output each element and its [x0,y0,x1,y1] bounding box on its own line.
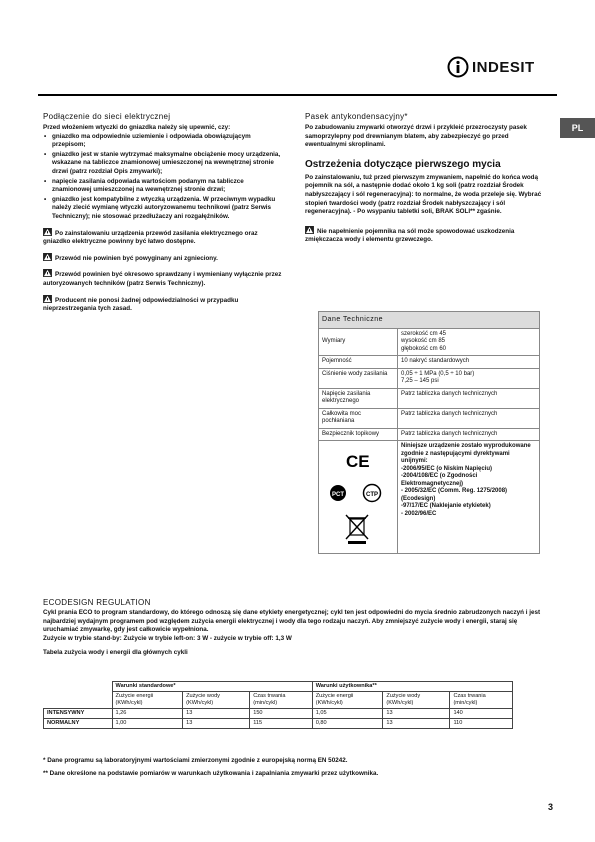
table-row: Bezpiecznik topikowy Patrz tabliczka danych technicznych [319,428,540,441]
conformity-marks [319,441,398,554]
language-tab: PL [560,118,595,138]
svg-text:CE: CE [346,452,370,471]
first-wash-paragraph: Po zainstalowaniu, tuż przed pierwszym zmywaniem, napełnić do końca wodą pojemnik na sól, a następnie dodać około 1 kg soli (patrz rozdział Środek nabłyszczający i sól regeneracyjna): to normalne, że woda przeleje się. Wybrać stopień twardości wody (patrz rozdział Środek nabłyszczający i sól regeneracyjna). - Po wsypaniu tabletki soli, BRAK SOLI** zgaśnie. [305,173,542,216]
salt-warning: Nie napełnienie pojemnika na sól może spowodować uszkodzenia zmiękczacza wody i elementu grzewczego. [305,227,515,244]
column-header: Zużycie energii (KWh/cykl) [312,692,383,709]
ctp-mark-icon [364,485,381,502]
consumption-table-title: Tabela zużycia wody i energii dla głównych cykli [43,649,188,657]
warning-item: Po zainstalowaniu urządzenia przewód zasilania elektrycznego oraz gniazdko elektryczne powinny być łatwo dostępne. [43,229,258,246]
svg-text:CTP: CTP [366,492,378,498]
standby-text: Zużycie w trybie stand-by: Zużycie w trybie left-on: 3 W - zużycie w trybie off: 1,3 W [43,634,292,642]
bullet-item: • gniazdko jest kompatybilne z wtyczką urządzenia. W przeciwnym wypadku należy zlecić wymianę wtyczki autoryzowanemu technikowi (patrz Serwis Techniczny); nie stosować przedłużaczy ani rozgałęźników. [52,196,283,222]
ecodesign-section [43,598,553,658]
warning-item: Przewód nie powinien być powyginany ani zgnieciony. [43,253,283,264]
column-header: Zużycie wody (KWh/cykl) [383,692,450,709]
consumption-table [43,681,513,729]
header-rule [38,94,557,96]
warning-icon [43,253,52,261]
table-row: NORMALNY 1,00 13 115 0,80 13 110 [44,719,513,729]
warning-icon [43,295,52,303]
warning-item: Producent nie ponosi żadnej odpowiedzialności w przypadku nieprzestrzegania tych zasad. [43,296,239,313]
table-row: Ciśnienie wody zasilania 0,05 ÷ 1 MPa (0,5 ÷ 10 bar) 7,25 – 145 psi [319,368,540,388]
warning-icon [43,269,52,277]
bullet-item: • gniazdko ma odpowiednie uziemienie i odpowiada obowiązującym przepisom; [52,133,283,150]
page-number: 3 [547,802,553,812]
brand-logo [447,52,557,82]
column-header: Zużycie wody (KWh/cykl) [183,692,250,709]
brand-logo-icon [447,56,469,78]
left-column [43,112,283,314]
directives-text: Niniejsze urządzenie zostało wyprodukowane zgodnie z następującymi dyrektywami unijnymi: -2006/95/EC (o Niskim Napięciu) -2004/108/EC (o Zgodności Elektromagnetycznej) - 2005/32/EC (Comm. Reg. 1275/2008) (Ecodesign) -97/17/EC (Naklejanie etykietek) - 2002/96/EC [398,441,540,554]
brand-name: INDESIT [472,58,535,76]
pct-mark-icon [330,485,346,501]
electrical-bullets [43,133,283,222]
electrical-heading: Podłączenie do sieci elektrycznej [43,112,171,121]
strip-paragraph: Po zabudowaniu zmywarki otworzyć drzwi i przykleić przezroczysty pasek samoprzylepny pod drewnianym blatem, aby zabezpieczyć go przed ewentualnymi skroplinami. [305,124,527,149]
table-row: Napięcie zasilania elektrycznego Patrz tabliczka danych technicznych [319,388,540,408]
group-user: Warunki użytkownika** [312,682,512,692]
technical-data-table [318,311,540,554]
ce-mark-icon [346,452,370,471]
certification-marks [322,443,394,547]
warning-item: Przewód powinien być okresowo sprawdzany i wymieniany wyłącznie przez autoryzowanych techników (patrz Serwis Techniczny). [43,271,282,287]
first-wash-heading: Ostrzeżenia dotyczące pierwszego mycia [305,158,501,170]
footnote-2: ** Dane określone na podstawie pomiarów w warunkach użytkowania i zapalniania zmywarki przez użytkownika. [43,770,379,777]
weee-bin-icon [346,515,368,544]
table-row: Pojemność 10 nakryć standardowych [319,356,540,369]
electrical-intro: Przed włożeniem wtyczki do gniazdka należy się upewnić, czy: [43,124,231,131]
technical-data-title: Dane Techniczne [319,312,540,329]
table-row: Wymiary szerokość cm 45 wysokość cm 85 głębokość cm 60 [319,328,540,356]
bullet-item: • napięcie zasilania odpowiada wartościom podanym na tabliczce znamionowej umieszczonej na wewnętrznej stronie drzwi; [52,178,283,195]
column-header: Czas trwania (min/cykl) [250,692,313,709]
warning-icon [305,226,314,234]
table-row [319,441,540,554]
group-standard: Warunki standardowe* [112,682,312,692]
column-header: Zużycie energii (KWh/cykl) [112,692,183,709]
ecodesign-paragraph: Cykl prania ECO to program standardowy, do którego odnoszą się dane etykiety energetycznej; cykl ten jest odpowiedni do mycia średnio zabrudzonych naczyń i jest najbardziej wydajnym programem pod względem zużycia energii elektrycznej i wody dla tego rodzaju naczyń. Aby zmniejszyć zużycie wody i energii, staraj się uruchamiać zmywarkę, gdy jest całkowicie wypełniona. [43,609,541,634]
strip-heading: Pasek antykondensacyjny* [305,112,408,121]
table-row: INTENSYWNY 1,26 13 150 1,05 13 140 [44,709,513,719]
table-row: Całkowita moc pochłaniana Patrz tabliczka danych technicznych [319,408,540,428]
column-header: Czas trwania (min/cykl) [450,692,513,709]
ecodesign-heading: ECODESIGN REGULATION [43,598,151,607]
right-column [305,112,548,245]
bullet-item: • gniazdko jest w stanie wytrzymać maksymalne obciążenie mocy urządzenia, wskazane na tabliczce znamionowej umieszczonej na wewnętrznej stronie drzwi (patrz rozdział Opis zmywarki); [52,151,283,177]
svg-text:PCT: PCT [332,492,344,498]
footnote-1: * Dane programu są laboratoryjnymi wartościami zmierzonymi zgodnie z europejską normą EN 50242. [43,757,348,764]
warning-icon [43,228,52,236]
